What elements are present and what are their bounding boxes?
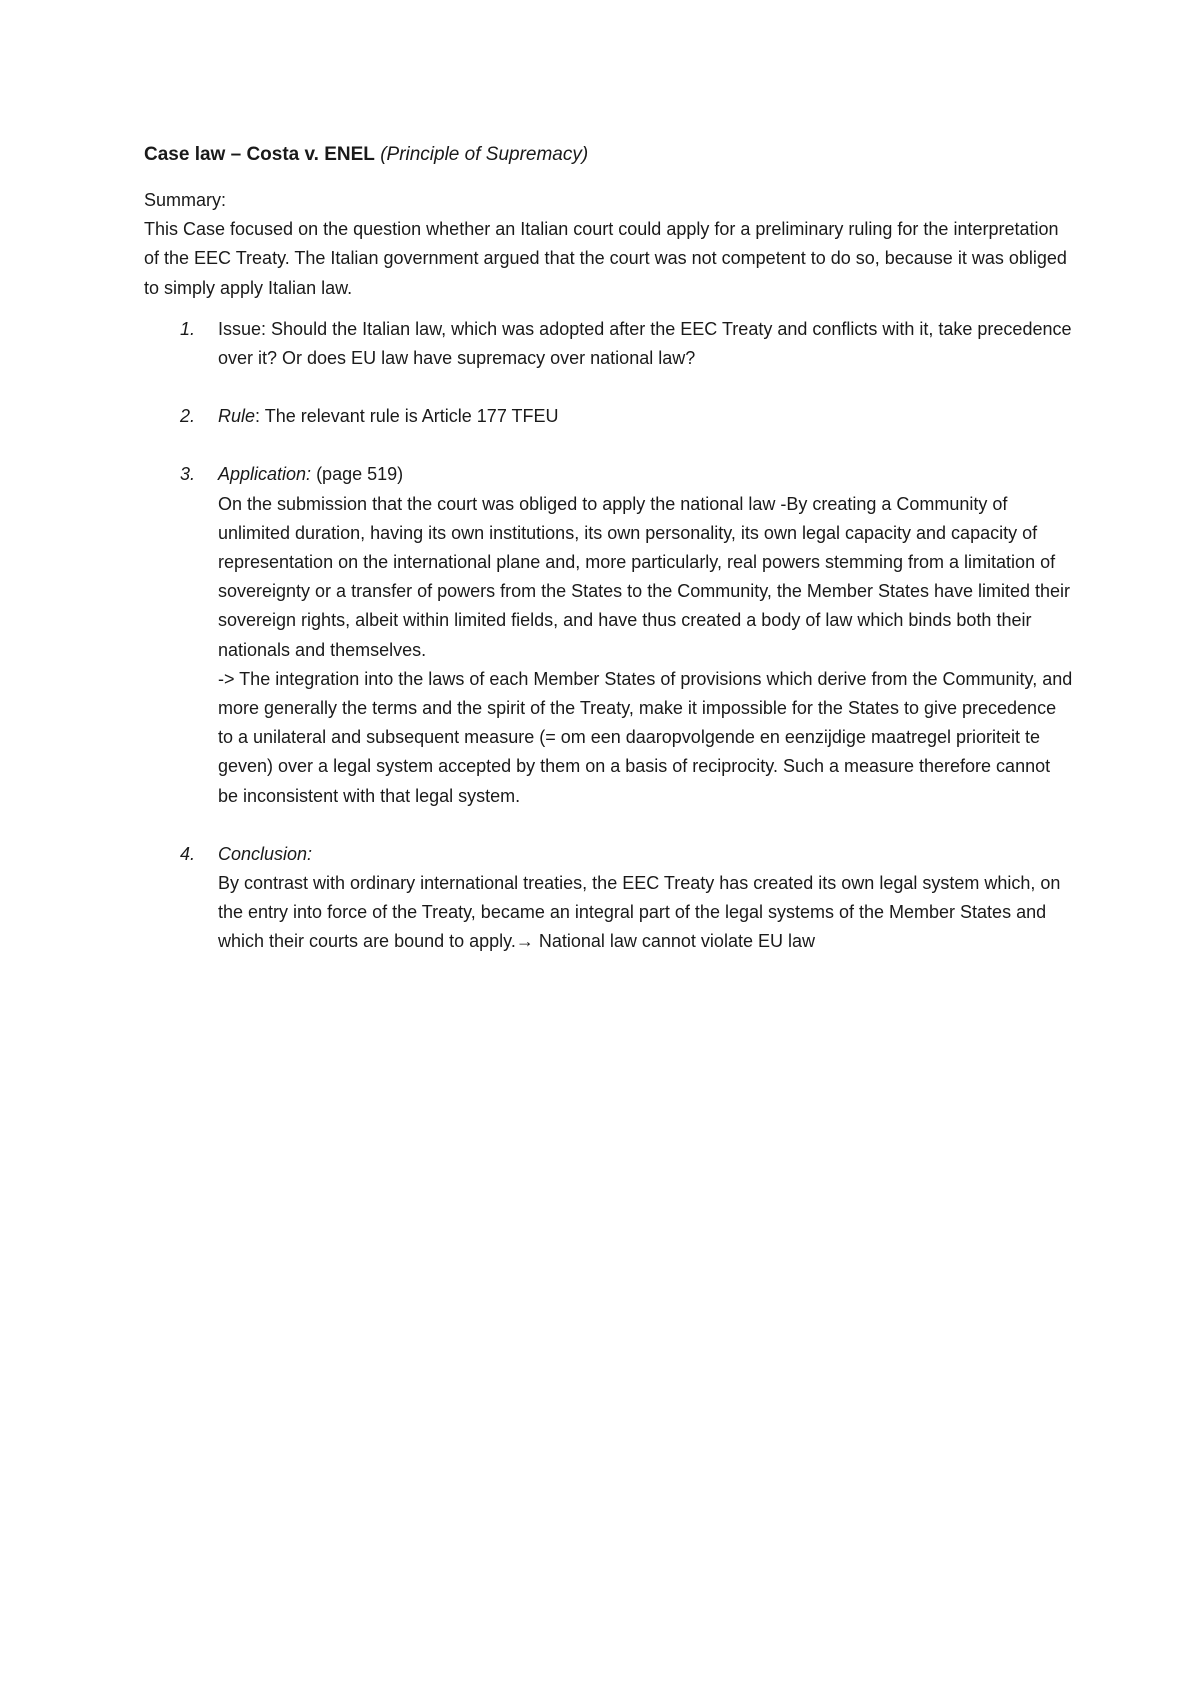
conclusion-label: Conclusion:	[218, 843, 313, 864]
rule-label: Rule	[218, 406, 256, 427]
application-paragraph: On the submission that the court was obliged to apply the national law -By creating a Community of unlimited duration, having its own institutions, its own personality, its own legal capacity and capacity of representation on the international plane and, more particularly, real powers stemming from a limitation of sovereignty or a transfer of powers from the States to the Community, the Member States have limited their sovereign rights, albeit within limited fields, and have thus created a body of law which binds both their nationals and themselves.	[218, 493, 1071, 660]
list-item-rule	[144, 402, 1074, 431]
issue-label: Issue:	[218, 318, 267, 339]
case-analysis-list	[144, 315, 1074, 957]
item-number: 2.	[180, 406, 196, 427]
conclusion-paragraph: By contrast with ordinary international treaties, the EEC Treaty has created its own legal system which, on the entry into force of the Treaty, became an integral part of the legal systems of the Member States and which their courts are bound to apply.→ National law cannot violate EU law	[218, 873, 1061, 952]
issue-text: Should the Italian law, which was adopted after the EEC Treaty and conflicts with it, take precedence over it? Or does EU law have supremacy over national law?	[218, 318, 1072, 369]
item-number: 4.	[180, 843, 196, 864]
summary-label: Summary:	[144, 190, 227, 210]
application-block	[218, 460, 1074, 810]
summary-text: This Case focused on the question whether an Italian court could apply for a preliminary ruling for the interpretation of the EEC Treaty. The Italian government argued that the court was not competent to do so, because it was obliged to simply apply Italian law.	[144, 219, 1067, 298]
list-item-conclusion	[144, 840, 1074, 957]
application-heading	[218, 460, 1074, 489]
document-page	[144, 140, 1074, 957]
title-subtitle: (Principle of Supremacy)	[380, 144, 589, 165]
document-title	[144, 140, 1074, 170]
application-paragraph: -> The integration into the laws of each Member States of provisions which derive from the Community, and more generally the terms and the spirit of the Treaty, make it impossible for the States to give precedence to a unilateral and subsequent measure (= om een daaropvolgende en eenzijdige maatregel prioriteit te geven) over a legal system accepted by them on a basis of reciprocity. Such a measure therefore cannot be inconsistent with that legal system.	[218, 668, 1073, 806]
application-page-ref: (page 519)	[311, 464, 404, 485]
list-item-application	[144, 460, 1074, 810]
list-item-issue	[144, 315, 1074, 373]
application-label: Application:	[218, 464, 312, 485]
title-main: Case law – Costa v. ENEL	[144, 144, 375, 165]
item-number: 1.	[180, 318, 196, 339]
conclusion-block	[218, 840, 1074, 957]
rule-text: : The relevant rule is Article 177 TFEU	[255, 406, 559, 427]
item-number: 3.	[180, 464, 196, 485]
summary-section	[144, 186, 1074, 303]
